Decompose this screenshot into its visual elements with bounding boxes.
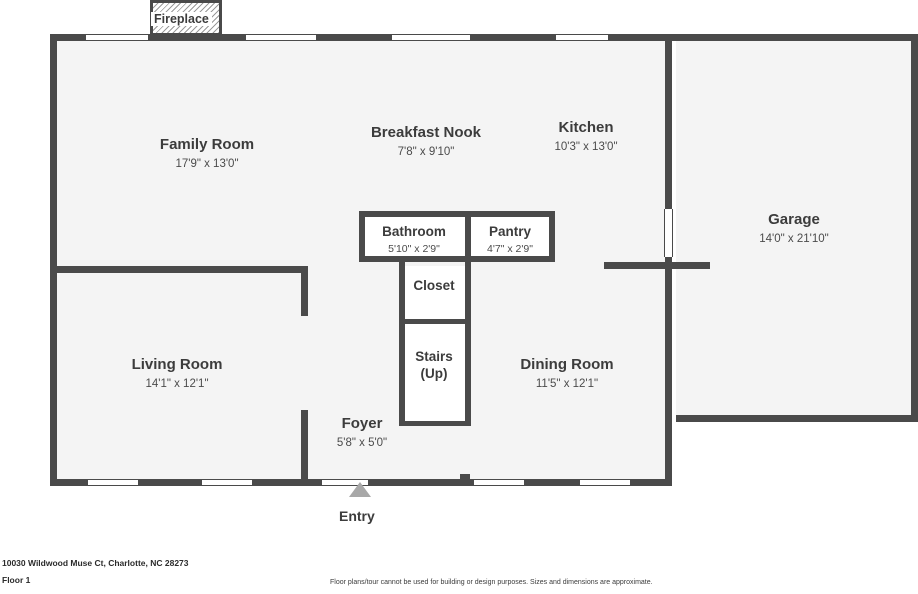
fireplace-label: Fireplace xyxy=(151,12,212,26)
room-name: Dining Room xyxy=(520,356,614,373)
wall-garage-entry-door-jamb xyxy=(604,262,666,269)
room-label-dining-room xyxy=(463,356,671,391)
wall-bath-pantry-top xyxy=(359,211,555,217)
exterior-wall-right-garage xyxy=(911,34,918,422)
front-door-threshold xyxy=(460,474,470,479)
room-dims: 11'5" x 12'1" xyxy=(535,377,599,390)
window-bottom-dining-left xyxy=(474,479,524,486)
room-dims: 10'3" x 13'0" xyxy=(554,140,618,153)
garage-door-wall-bottom xyxy=(676,415,918,422)
room-name: Bathroom xyxy=(382,224,446,239)
room-label-garage xyxy=(690,211,898,246)
room-name: Pantry xyxy=(488,224,532,239)
wall-garage-side-short xyxy=(672,262,710,269)
room-dims: 5'8" x 5'0" xyxy=(336,436,388,449)
entry-arrow-icon xyxy=(349,482,371,497)
room-name: Family Room xyxy=(159,136,255,153)
room-label-foyer xyxy=(258,415,466,450)
window-bottom-living-right xyxy=(202,479,252,486)
footer-address: 10030 Wildwood Muse Ct, Charlotte, NC 28273 xyxy=(2,558,189,568)
entry-label: Entry xyxy=(339,508,375,524)
room-dims: 14'0" x 21'10" xyxy=(759,232,829,245)
room-label-closet xyxy=(330,278,538,297)
room-name: Stairs xyxy=(415,349,453,364)
wall-living-right-upper xyxy=(301,266,308,316)
wall-bath-pantry-bottom xyxy=(359,256,555,262)
room-name: Breakfast Nook xyxy=(370,124,482,141)
room-dims: 5'10" x 2'9" xyxy=(388,242,440,255)
room-name: Living Room xyxy=(131,356,223,373)
window-top-family-right xyxy=(246,34,316,41)
window-top-nook xyxy=(392,34,470,41)
wall-family-living-divider xyxy=(56,266,308,273)
garage-door-opening xyxy=(664,209,673,257)
room-label-family-room xyxy=(103,136,311,171)
wall-stairs-top xyxy=(399,319,471,324)
room-dims: 14'1" x 12'1" xyxy=(145,377,209,390)
room-label-kitchen xyxy=(482,119,690,154)
footer-floor-label: Floor 1 xyxy=(2,575,31,585)
exterior-wall-left xyxy=(50,34,57,486)
room-label-pantry xyxy=(406,224,614,256)
window-bottom-living-left xyxy=(88,479,138,486)
room-label-living-room xyxy=(73,356,281,391)
window-bottom-dining-right xyxy=(580,479,630,486)
room-name: Foyer xyxy=(341,415,383,432)
room-stairs-direction: (Up) xyxy=(420,365,448,381)
window-top-kitchen xyxy=(556,34,608,41)
window-top-family-left xyxy=(86,34,148,41)
room-name: Kitchen xyxy=(558,119,614,136)
room-dims: 7'8" x 9'10" xyxy=(397,145,455,158)
room-name: Closet xyxy=(413,278,455,293)
room-dims: 17'9" x 13'0" xyxy=(175,157,239,170)
room-dims: 4'7" x 2'9" xyxy=(487,242,533,255)
room-name: Garage xyxy=(768,211,820,228)
footer-disclaimer: Floor plans/tour cannot be used for building or design purposes. Sizes and dimensions are approximate. xyxy=(330,579,653,586)
